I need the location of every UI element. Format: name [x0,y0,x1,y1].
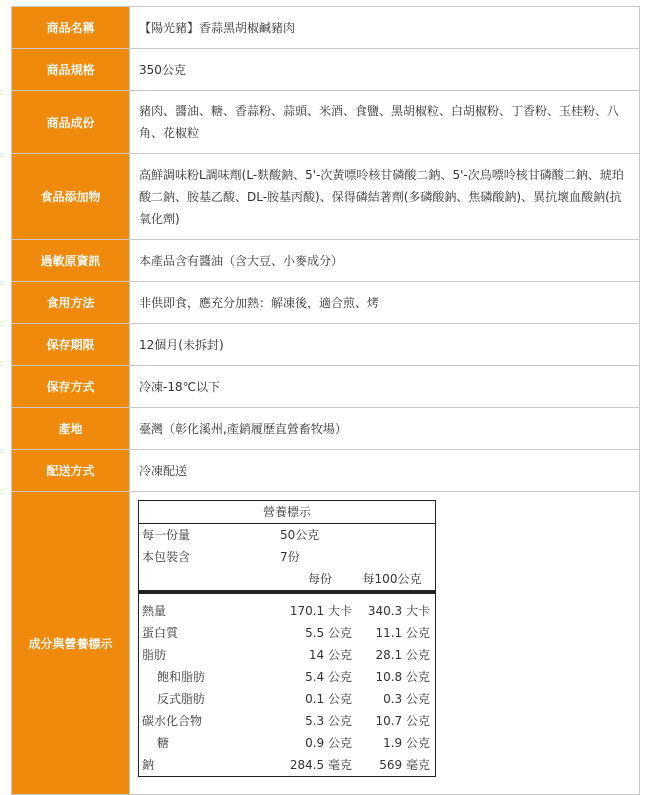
nutrient-per-100g: 1.9 公克 [383,736,430,750]
nutrient-row-fat [139,644,435,666]
nutrient-name: 脂肪 [142,648,167,662]
nutrient-per-serving: 14 公克 [308,648,352,662]
spec-row-additives [12,154,640,240]
nutrient-per-100g: 569 毫克 [379,758,430,772]
servings-per-pack-value: 7份 [280,550,300,564]
spec-label: 保存期限 [12,324,130,366]
spec-label: 食用方法 [12,282,130,324]
nutrient-per-serving: 5.3 公克 [305,714,352,728]
nutrient-row-saturated-fat [139,666,435,688]
product-spec-table [11,6,640,795]
serving-size-value: 50公克 [280,528,320,542]
spec-value: 350公克 [130,49,640,91]
nutrition-facts-table [138,500,436,777]
nutrient-per-100g: 10.7 公克 [375,714,430,728]
nutrient-per-100g: 10.8 公克 [375,670,430,684]
spec-label: 商品規格 [12,49,130,91]
nutrition-column-header [139,568,435,594]
spec-value: 高鮮調味粉L調味劑(L-麩酸鈉、5'-次黃嘌呤核甘磷酸二鈉、5'-次烏嘌呤核甘磷酸二鈉、琥珀酸二鈉、胺基乙酸、DL-胺基丙酸)、保得磷結著劑(多磷酸鈉、焦磷酸鈉)、異抗壞血酸鈉(抗氧化劑) [130,154,640,240]
nutrient-row-carbohydrate [139,710,435,732]
nutrient-row-sugar [139,732,435,754]
nutrient-per-100g: 0.3 公克 [383,692,430,706]
nutrient-row-sodium [139,754,435,776]
spec-value: 【陽光豬】香蒜黑胡椒鹹豬肉 [130,7,640,49]
nutrient-row-energy [139,600,435,622]
spec-row-product-name [12,7,640,49]
nutrient-per-serving: 0.9 公克 [305,736,352,750]
spec-value: 豬肉、醬油、糖、香蒜粉、蒜頭、米酒、食鹽、黑胡椒粒、白胡椒粉、丁香粉、玉桂粉、八角、花椒粒 [130,91,640,154]
nutrient-name: 碳水化合物 [142,714,203,728]
nutrient-per-serving: 170.1 大卡 [289,604,352,618]
spec-row-allergens [12,240,640,282]
nutrient-per-serving: 5.4 公克 [305,670,352,684]
nutrient-per-100g: 28.1 公克 [375,648,430,662]
spec-value: 12個月(未拆封) [130,324,640,366]
nutrient-name: 蛋白質 [142,626,179,640]
nutrient-per-100g: 11.1 公克 [375,626,430,640]
nutrition-serving-row [139,524,435,546]
spec-value: 本產品含有醬油（含大豆、小麥成分） [130,240,640,282]
spec-value: 冷凍-18℃以下 [130,366,640,408]
spec-value: 臺灣（彰化溪州,產銷履歷直營畜牧場） [130,408,640,450]
nutrition-servings-row [139,546,435,568]
spec-row-nutrition [12,492,640,795]
nutrition-title: 營養標示 [139,501,435,524]
spec-label: 配送方式 [12,450,130,492]
spec-label: 保存方式 [12,366,130,408]
spec-row-ingredients [12,91,640,154]
servings-per-pack-label: 本包裝含 [142,550,191,564]
spec-row-origin [12,408,640,450]
spec-label: 成分與營養標示 [12,492,130,795]
nutrient-row-trans-fat [139,688,435,710]
nutrient-name: 飽和脂肪 [157,670,206,684]
nutrient-row-protein [139,622,435,644]
spec-row-usage [12,282,640,324]
nutrient-per-serving: 0.1 公克 [305,692,352,706]
spec-value [130,492,640,795]
spec-value: 非供即食，應充分加熱：解凍後，適合煎、烤 [130,282,640,324]
column-header-per-100g: 每100公克 [362,572,422,586]
spec-label: 產地 [12,408,130,450]
spec-label: 商品成份 [12,91,130,154]
column-header-blank [139,568,280,590]
spec-row-shelf-life [12,324,640,366]
nutrient-name: 反式脂肪 [157,692,206,706]
spec-row-size [12,49,640,91]
spec-label: 過敏原資訊 [12,240,130,282]
spec-label: 商品名稱 [12,7,130,49]
nutrient-name: 鈉 [142,758,155,772]
spec-value: 冷凍配送 [130,450,640,492]
spec-row-storage [12,366,640,408]
nutrient-per-serving: 5.5 公克 [305,626,352,640]
nutrient-per-serving: 284.5 毫克 [289,758,352,772]
nutrient-per-100g: 340.3 大卡 [367,604,430,618]
nutrient-name: 糖 [157,736,170,750]
spec-label: 食品添加物 [12,154,130,240]
serving-size-label: 每一份量 [142,528,191,542]
spec-row-delivery [12,450,640,492]
column-header-per-serving: 每份 [307,572,332,586]
nutrient-name: 熱量 [142,604,167,618]
